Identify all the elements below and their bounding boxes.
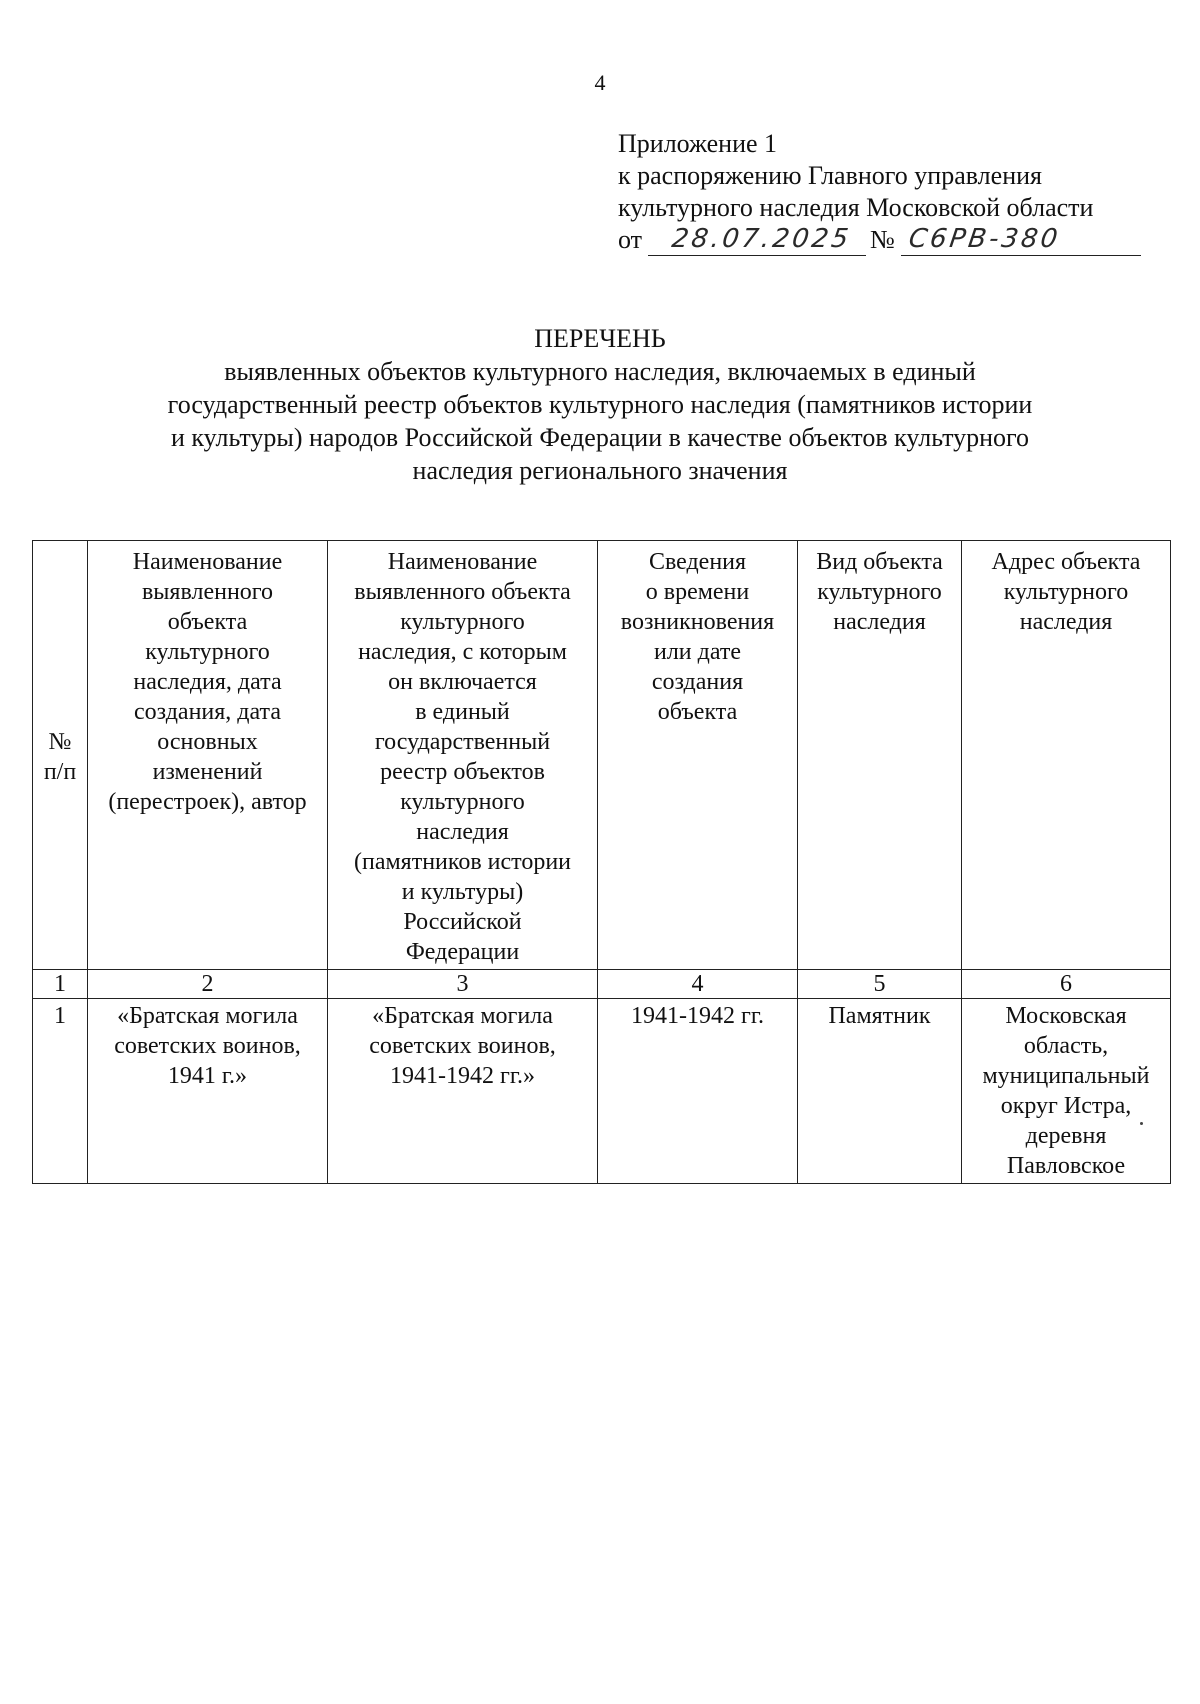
handwritten-date: 28.07.2025 bbox=[669, 224, 854, 254]
object-type-cell: Памятник bbox=[798, 999, 962, 1184]
heading-line-1: выявленных объектов культурного наследия, включаемых в единый bbox=[224, 357, 976, 386]
header-cell-date-info: Сведения о времени возникновения или дате создания объекта bbox=[598, 541, 798, 970]
date-info-cell: 1941-1942 гг. bbox=[598, 999, 798, 1184]
heading-line-4: наследия регионального значения bbox=[412, 456, 788, 485]
document-title: ПЕРЕЧЕНЬ bbox=[534, 324, 666, 353]
number-blank bbox=[901, 225, 1141, 256]
column-number: 2 bbox=[88, 970, 328, 999]
date-blank bbox=[648, 225, 866, 256]
header-cell-address: Адрес объекта культурного наследия bbox=[962, 541, 1171, 970]
column-number: 4 bbox=[598, 970, 798, 999]
appendix-line-authority: культурного наследия Московской области bbox=[618, 193, 1094, 222]
appendix-block bbox=[618, 128, 1178, 256]
page-number: 4 bbox=[594, 70, 606, 95]
heading-line-2: государственный реестр объектов культурного наследия (памятников истории bbox=[167, 390, 1033, 419]
address-cell: Московская область, муниципальный округ Истра, деревня Павловское bbox=[962, 999, 1171, 1184]
table-header-row bbox=[33, 541, 1171, 970]
document-heading bbox=[100, 322, 1100, 487]
scan-speck bbox=[1140, 1122, 1143, 1125]
number-sign: № bbox=[870, 225, 895, 254]
column-number: 3 bbox=[328, 970, 598, 999]
column-number-row bbox=[33, 970, 1171, 999]
header-cell-registry-name: Наименование выявленного объекта культурного наследия, с которым он включается в единый государственный реестр объектов культурного наследия (памятников истории и культуры) Российской Федерации bbox=[328, 541, 598, 970]
row-number-cell: 1 bbox=[33, 999, 88, 1184]
handwritten-number: С6РВ-380 bbox=[906, 224, 1063, 254]
header-cell-identified-name: Наименование выявленного объекта культурного наследия, дата создания, дата основных изменений (перестроек), автор bbox=[88, 541, 328, 970]
heading-line-3: и культуры) народов Российской Федерации в качестве объектов культурного bbox=[170, 423, 1030, 452]
column-number: 5 bbox=[798, 970, 962, 999]
identified-name-cell: «Братская могила советских воинов, 1941 г.» bbox=[88, 999, 328, 1184]
appendix-reference-line bbox=[618, 224, 1178, 256]
registry-name-cell: «Братская могила советских воинов, 1941-1942 гг.» bbox=[328, 999, 598, 1184]
header-cell-object-type: Вид объекта культурного наследия bbox=[798, 541, 962, 970]
heritage-registry-table bbox=[32, 540, 1171, 1184]
table-row bbox=[33, 999, 1171, 1184]
appendix-title: Приложение 1 bbox=[618, 129, 778, 158]
column-number: 6 bbox=[962, 970, 1171, 999]
appendix-line-order: к распоряжению Главного управления bbox=[618, 161, 1042, 190]
from-label: от bbox=[618, 225, 643, 254]
column-number: 1 bbox=[33, 970, 88, 999]
header-cell-number: № п/п bbox=[33, 541, 88, 970]
